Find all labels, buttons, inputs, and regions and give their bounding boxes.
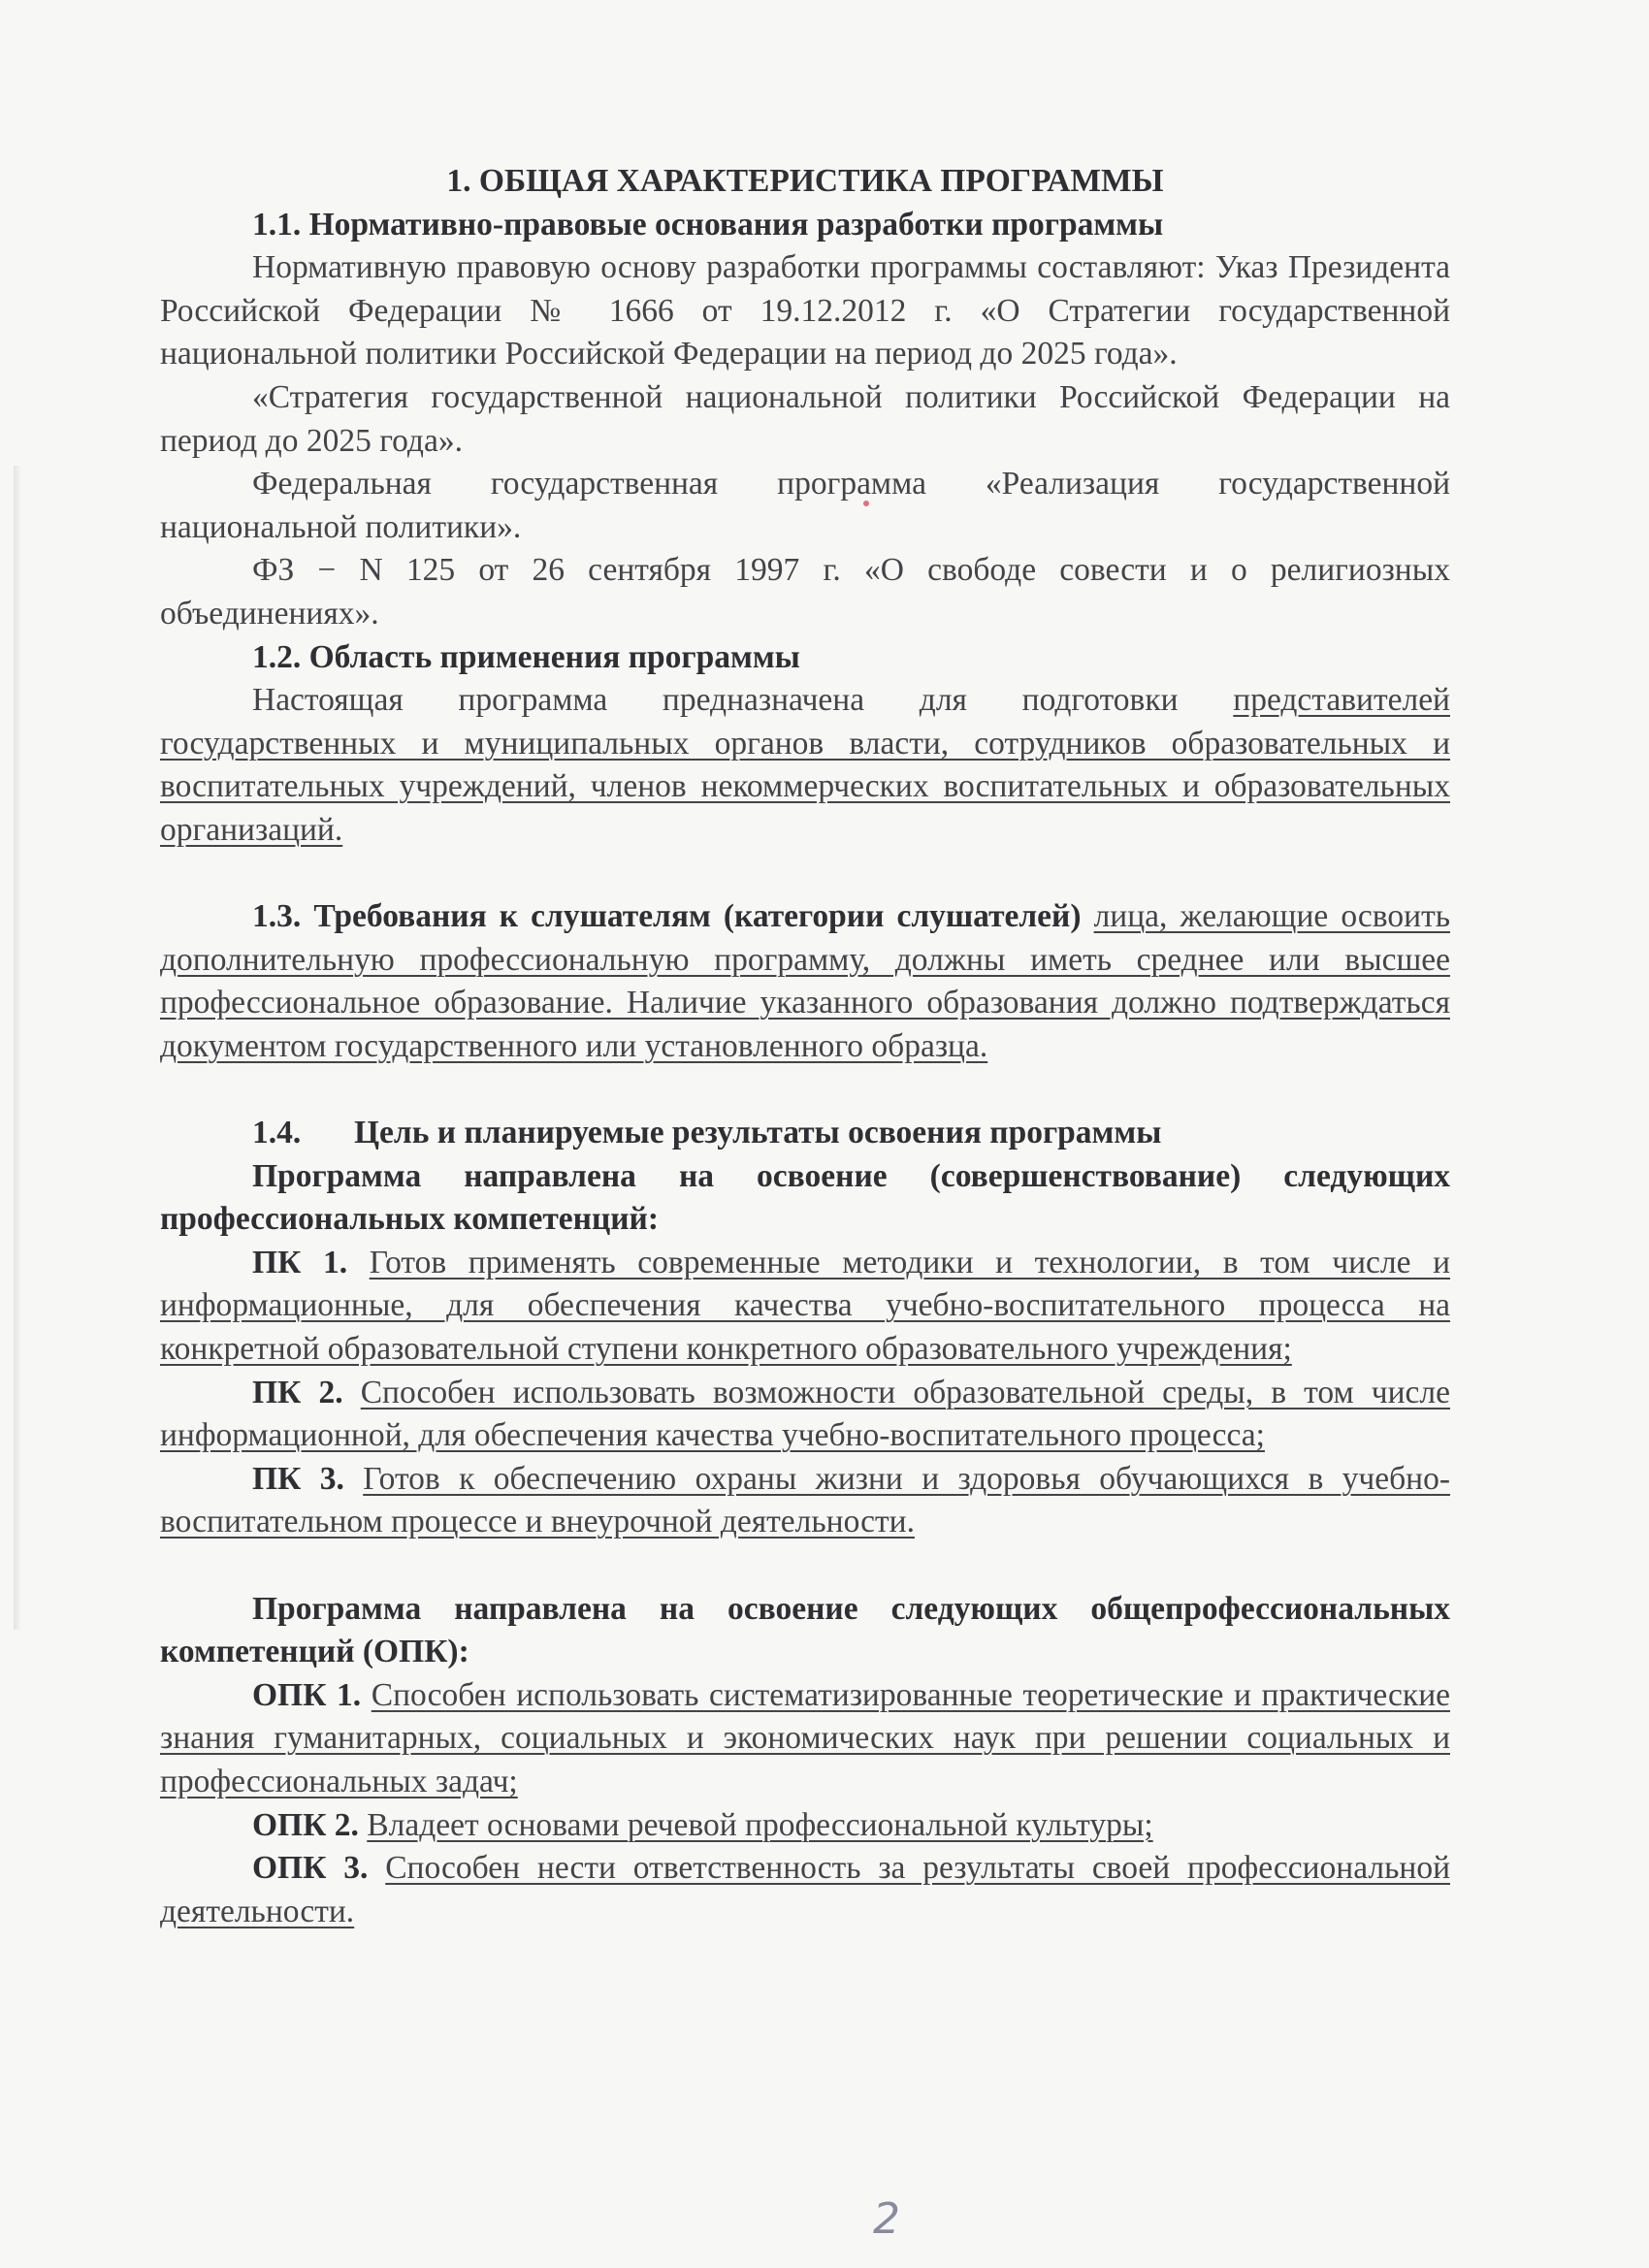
opk-item-3 [160,1847,1450,1933]
section-1-1-paragraph-2: «Стратегия государственной национальной политики Российской Федерации на период до 2025 года». [160,378,1450,459]
opk-text: Способен использовать систематизированные теоретические и практические знания гуманитарных, социальных и экономических наук при решении социальных и профессиональных задач; [160,1676,1450,1799]
section-1-1-paragraph-3: Федеральная государственная программа «Реализация государственной национальной политики». [160,466,1450,545]
section-1-2-lead: Настоящая программа предназначена для подготовки [252,682,1234,719]
section-1-3-underlined: лица, желающие освоить дополнительную профессиональную программу, должны иметь среднее или высшее профессиональное образование. Наличие указанного образования должно подтверждаться документом государственного или установленного образца. [160,898,1450,1064]
section-1-4-heading [160,1112,1450,1155]
pk-code: ПК 3. [252,1460,364,1497]
opk-intro: Программа направлена на освоение следующих общепрофессиональных компетенций (ОПК): [160,1590,1450,1670]
pk-text: Готов к обеспечению охраны жизни и здоровья обучающихся в учебно-воспитательном процессе и внеурочной деятельности. [160,1460,1450,1540]
opk-code: ОПК 2. [252,1806,368,1843]
section-1-3-heading: 1.3. Требования к слушателям (категории слушателей) [252,898,1094,935]
opk-item-1 [160,1674,1450,1804]
spacer [160,1068,1450,1112]
section-1-4-title: Цель и планируемые результаты освоения программы [354,1115,1162,1151]
pk-code: ПК 2. [252,1374,361,1410]
section-1-1-paragraph-1: Нормативную правовую основу разработки программы составляют: Указ Президента Российской Федерации № 1666 от 19.12.2012 г. «О Стратегии государственной национальной политики Российской Федерации на период до 2025 года». [160,249,1450,373]
section-1-2-heading: 1.2. Область применения программы [252,638,800,675]
scan-edge-shadow [14,466,21,1630]
spacer [160,1544,1450,1588]
section-1-4-number: 1.4. [252,1115,302,1151]
section-1-1-paragraph-4: ФЗ − N 125 от 26 сентября 1997 г. «О свободе совести и о религиозных объединениях». [160,552,1450,632]
pk-code: ПК 1. [252,1244,370,1280]
pk-text: Готов применять современные методики и технологии, в том числе и информационные, для обеспечения качества учебно-воспитательного процесса на конкретной образовательной ступени конкретного образовательного учреждения; [160,1244,1450,1368]
section-1-2-paragraph [160,679,1450,852]
section-1-2-underlined: представителей государственных и муниципальных органов власти, сотрудников образовательных и воспитательных учреждений, членов некоммерческих воспитательных и образовательных организаций. [160,682,1450,848]
spacer [160,853,1450,896]
document-page [160,160,1450,1933]
section-1-1-heading: 1.1. Нормативно-правовые основания разработки программы [252,206,1164,243]
opk-code: ОПК 3. [252,1850,386,1887]
pk-intro: Программа направлена на освоение (совершенствование) следующих профессиональных компетенций: [160,1157,1450,1238]
section-1-3-paragraph [160,895,1450,1068]
opk-text: Способен нести ответственность за результаты своей профессиональной деятельности. [160,1850,1450,1929]
pk-text: Способен использовать возможности образовательной среды, в том числе информационной, для обеспечения качества учебно-воспитательного процесса; [160,1374,1450,1454]
pk-item-3 [160,1458,1450,1544]
opk-item-2 [160,1804,1450,1848]
page-number: 2 [873,2194,900,2244]
page-title: 1. ОБЩАЯ ХАРАКТЕРИСТИКА ПРОГРАММЫ [446,163,1164,199]
pk-item-2 [160,1372,1450,1458]
pk-item-1 [160,1242,1450,1372]
opk-code: ОПК 1. [252,1676,372,1713]
opk-text: Владеет основами речевой профессиональной культуры; [367,1806,1153,1843]
